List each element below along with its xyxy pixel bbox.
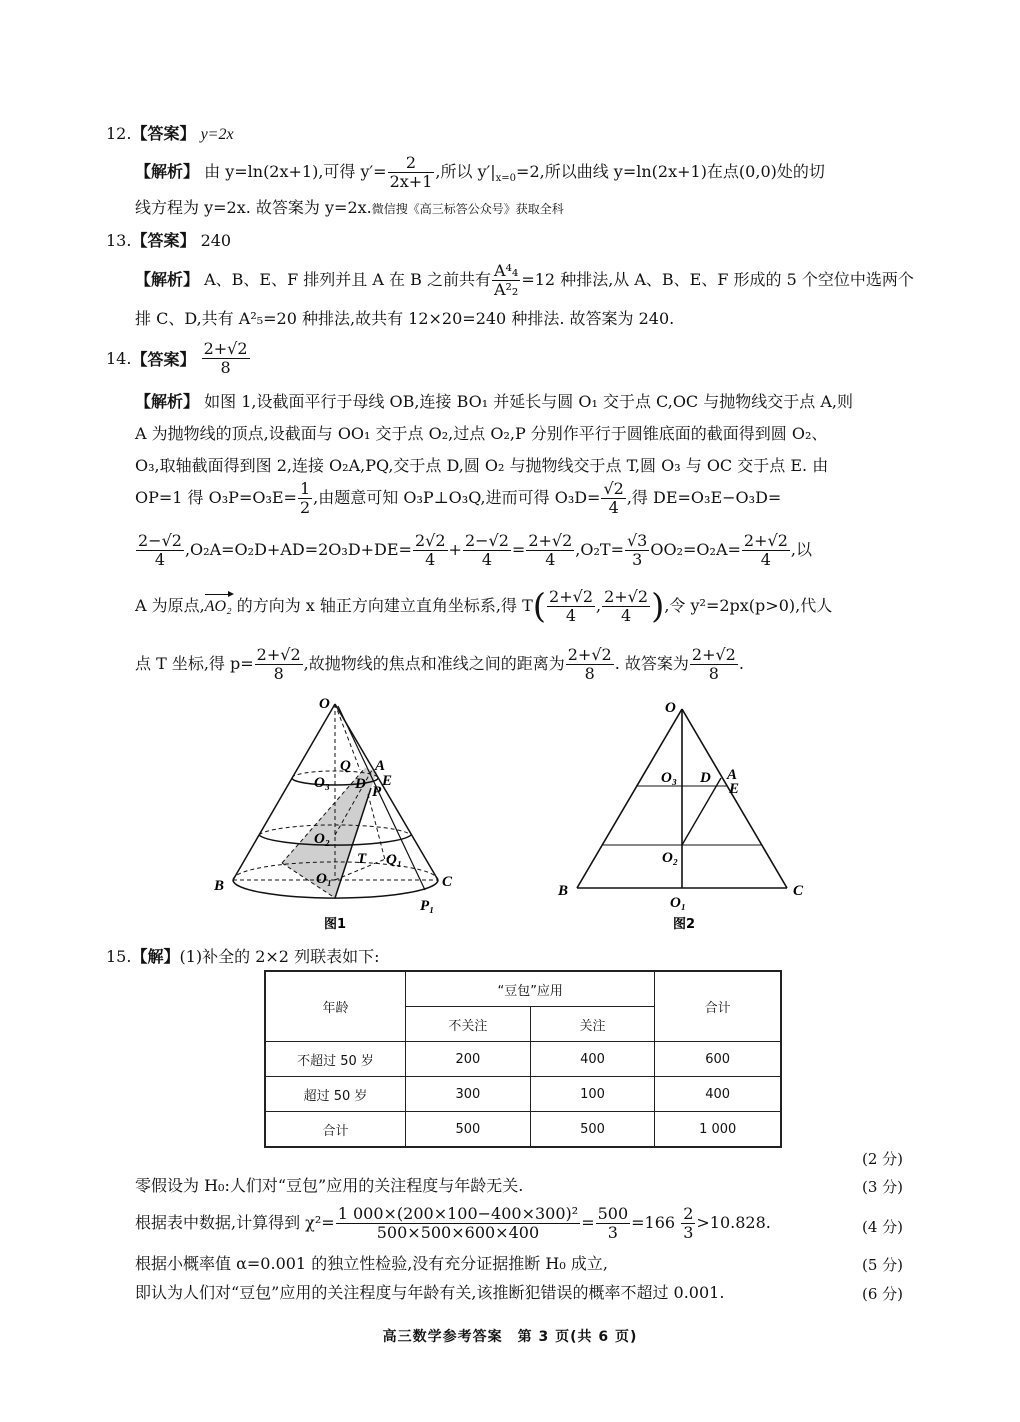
- fraction-denominator: 4: [602, 606, 650, 625]
- label-a: A: [375, 758, 386, 774]
- fraction-numerator: 2+√2: [567, 645, 612, 664]
- q13-analysis-line2: [135, 309, 674, 329]
- q14-answer-fraction: [202, 340, 250, 377]
- label-q: Q: [340, 758, 351, 774]
- watermark-text: 微信搜《高三标答公众号》获取全科: [371, 202, 564, 216]
- q15-text: >10.828.: [696, 1213, 771, 1232]
- score-3: (3 分): [862, 1178, 904, 1196]
- q14-text: =: [511, 540, 526, 559]
- contingency-table: [264, 970, 782, 1148]
- q12-derivative-fraction: [388, 154, 435, 191]
- q14-text: O₃,取轴截面得到图 2,连接 O₂A,PQ,交于点 D,圆 O₂ 与抛物线交于点 T,圆 O₃ 与 OC 交于点 E. 由: [135, 456, 829, 475]
- fraction-numerator: 2−√2: [464, 531, 509, 550]
- fraction-numerator: 2√2: [414, 531, 446, 550]
- fraction-denominator: 8: [566, 664, 614, 683]
- q15-intro: (1)补全的 2×2 列联表如下:: [179, 947, 380, 966]
- fraction-denominator: 3: [683, 1223, 694, 1242]
- label-c: C: [442, 874, 453, 890]
- label-b: B: [558, 883, 569, 899]
- fraction-numerator: 2−√2: [138, 531, 182, 550]
- fraction: [601, 480, 625, 517]
- cell: 200: [406, 1042, 531, 1077]
- fraction: [298, 480, 312, 517]
- label-e: E: [729, 781, 740, 797]
- cell: 500: [406, 1112, 531, 1148]
- q13-text: A、B、E、F 排列并且 A 在 B 之前共有: [204, 270, 491, 289]
- label-b: B: [214, 878, 225, 894]
- q13-text: =12 种排法,从 A、B、E、F 形成的 5 个空位中选两个: [521, 270, 914, 289]
- fraction: [566, 646, 614, 683]
- q12-text: 线方程为 y=2x. 故答案为 y=2x.: [135, 198, 372, 217]
- fraction-denominator: 4: [742, 550, 790, 569]
- q14-text: . 故答案为: [614, 654, 689, 673]
- q14-text: OP=1 得 O₃P=O₃E=: [135, 488, 297, 507]
- label-o1: O₁: [670, 895, 687, 911]
- fraction-denominator: 500×500×600×400: [336, 1223, 580, 1242]
- q13-analysis-tag: 【解析】: [135, 270, 200, 289]
- subheader-not-follow: 不关注: [406, 1007, 531, 1042]
- q15-conclusion: 即认为人们对“豆包”应用的关注程度与年龄有关,该推断犯错误的概率不超过 0.001.: [135, 1283, 725, 1302]
- q12-answer-tag: 【答案】: [131, 124, 196, 143]
- label-a: A: [727, 767, 738, 783]
- table-header-row: [265, 971, 781, 1007]
- row-label: 不超过 50 岁: [265, 1042, 406, 1077]
- fraction-numerator: 2+√2: [743, 531, 788, 550]
- left-paren: (: [532, 586, 547, 627]
- cell: 100: [530, 1077, 655, 1112]
- fraction-numerator: 2+√2: [203, 339, 248, 358]
- q14-text: ,以: [790, 540, 812, 559]
- score-4: (4 分): [862, 1218, 904, 1236]
- line-o2a: [682, 778, 721, 845]
- label-q1: Q₁: [386, 852, 403, 868]
- fraction-numerator: √3: [626, 531, 648, 550]
- q15-text: =: [581, 1213, 595, 1232]
- table-row: [265, 1077, 781, 1112]
- label-c: C: [793, 883, 804, 899]
- q14-analysis-line7: [135, 646, 744, 683]
- fraction-denominator: 8: [255, 664, 303, 683]
- fraction-numerator: 2+√2: [549, 587, 593, 606]
- q14-text: +: [448, 540, 462, 559]
- label-o: O: [665, 700, 676, 716]
- label-p1: P₁: [420, 898, 435, 914]
- fraction-denominator: 2x+1: [389, 172, 433, 191]
- q13-answer-line: [106, 228, 231, 251]
- table-row: [265, 1112, 781, 1148]
- cell: 400: [655, 1077, 781, 1112]
- q12-number: 12.: [106, 124, 132, 143]
- q14-text: ,O₂A=O₂D+AD=2O₃D+DE=: [184, 540, 412, 559]
- q14-analysis-line1: [135, 392, 853, 412]
- q14-text: OO₂=O₂A=: [650, 540, 741, 559]
- fraction-numerator: 500: [597, 1204, 629, 1223]
- q13-permutation-fraction: [492, 262, 520, 299]
- q13-analysis-line1: [135, 262, 914, 299]
- q13-number: 13.: [106, 231, 132, 250]
- q12-analysis-line1: [135, 154, 825, 191]
- page-footer: 高三数学参考答案 第 3 页(共 6 页): [382, 1329, 638, 1345]
- fraction: [526, 532, 574, 569]
- fraction: [690, 646, 738, 683]
- fraction: [255, 646, 303, 683]
- q12-answer: y=2x: [200, 126, 234, 143]
- label-d: D: [355, 776, 366, 792]
- fraction: [413, 532, 448, 569]
- cell: 500: [530, 1112, 655, 1148]
- fraction: [602, 588, 650, 625]
- label-p: P: [372, 784, 382, 800]
- q14-text: ,O₂T=: [575, 540, 624, 559]
- fraction-denominator: 4: [463, 550, 511, 569]
- label-o2: O₂: [314, 831, 331, 847]
- dashed-tq1: [368, 794, 385, 860]
- score-5: (5 分): [862, 1256, 904, 1274]
- fraction-denominator: 4: [601, 498, 625, 517]
- figure-1-caption: 图1: [324, 917, 347, 932]
- q14-text: ,: [596, 596, 602, 615]
- q14-analysis-tag: 【解析】: [135, 392, 200, 411]
- q14-analysis-line3: [135, 456, 828, 476]
- fraction-denominator: 2: [299, 498, 311, 517]
- header-age: 年龄: [265, 971, 406, 1042]
- figure-2-caption: 图2: [673, 917, 696, 932]
- fraction-denominator: 8: [690, 664, 738, 683]
- q14-text: .: [738, 654, 744, 673]
- q14-analysis-line2: [135, 424, 827, 444]
- label-o1: O₁: [316, 871, 333, 887]
- fraction-numerator: √2: [603, 479, 624, 498]
- q14-answer-tag: 【答案】: [131, 350, 196, 369]
- q14-text: ,令 y²=2px(p>0),代人: [664, 596, 833, 615]
- q14-number: 14.: [106, 349, 132, 368]
- side-oc: [682, 709, 787, 888]
- fraction-denominator: 3: [625, 550, 649, 569]
- q14-analysis-line4: [135, 480, 781, 517]
- vector-ao2: AO₂: [204, 598, 232, 615]
- fraction-denominator: 4: [547, 606, 595, 625]
- fraction: [681, 1205, 695, 1242]
- q14-text: 点 T 坐标,得 p=: [135, 654, 254, 673]
- header-app: “豆包”应用: [406, 971, 655, 1007]
- q15-text: 根据表中数据,计算得到 χ²=: [135, 1213, 335, 1232]
- figure-1-cone: [200, 690, 480, 940]
- fraction: [742, 532, 790, 569]
- fraction-numerator: 2+√2: [528, 531, 573, 550]
- q12-answer-line: [106, 121, 234, 144]
- fraction-numerator: 2+√2: [604, 587, 649, 606]
- q12-text: 由 y=ln(2x+1),可得 y′=: [204, 162, 387, 181]
- q15-number: 15.: [106, 947, 132, 966]
- fraction-denominator: 8: [202, 358, 250, 377]
- fraction-numerator: 1 000×(200×100−400×300)²: [337, 1204, 579, 1223]
- q13-text: 排 C、D,共有 A²₅=20 种排法,故共有 12×20=240 种排法. 故答案为 240.: [135, 309, 675, 328]
- fraction-denominator: A²₂: [493, 280, 519, 299]
- label-o3: O₃: [314, 775, 331, 791]
- fraction: [596, 1205, 631, 1242]
- q13-answer-tag: 【答案】: [131, 231, 196, 250]
- q14-analysis-line6: [135, 588, 832, 625]
- figure-2-axial-section: [540, 690, 820, 940]
- cell: 400: [530, 1042, 655, 1077]
- score-6: (6 分): [862, 1285, 904, 1303]
- q15-test-line: 根据小概率值 α=0.001 的独立性检验,没有充分证据推断 H₀ 成立,: [135, 1254, 608, 1273]
- q14-text: A 为抛物线的顶点,设截面与 OO₁ 交于点 O₂,过点 O₂,P 分别作平行于圆锥底面的截面得到圆 O₂、: [135, 424, 828, 443]
- q12-text: ,所以 y′|: [435, 162, 496, 181]
- fraction-denominator: 4: [413, 550, 448, 569]
- fraction-numerator: A⁴₄: [493, 261, 519, 280]
- fraction: [136, 532, 184, 569]
- q14-text: ,故抛物线的焦点和准线之间的距离为: [303, 654, 565, 673]
- q12-analysis-line2: [135, 198, 564, 219]
- cell: 300: [406, 1077, 531, 1112]
- cell: 600: [655, 1042, 781, 1077]
- fraction: [625, 532, 649, 569]
- fraction-numerator: 2: [683, 1204, 694, 1223]
- q12-analysis-tag: 【解析】: [135, 162, 200, 181]
- q14-text: A 为原点,: [135, 596, 205, 615]
- q15-chi-square-line: [135, 1205, 771, 1242]
- fraction-numerator: 2+√2: [256, 645, 301, 664]
- label-e: E: [382, 773, 393, 789]
- score-2: (2 分): [862, 1150, 904, 1168]
- label-o3: O₃: [661, 770, 678, 786]
- q15-text: =166: [631, 1213, 676, 1232]
- q12-subscript: x=0: [495, 173, 517, 185]
- row-label: 合计: [265, 1112, 406, 1148]
- q15-null-hypothesis: 零假设为 H₀:人们对“豆包”应用的关注程度与年龄无关.: [135, 1176, 524, 1195]
- q12-text: =2,所以曲线 y=ln(2x+1)在点(0,0)处的切: [516, 162, 825, 181]
- q14-text: 的方向为 x 轴正方向建立直角坐标系,得 T: [231, 596, 533, 615]
- subheader-follow: 关注: [530, 1007, 655, 1042]
- row-label: 超过 50 岁: [265, 1077, 406, 1112]
- q14-text: 如图 1,设截面平行于母线 OB,连接 BO₁ 并延长与圆 O₁ 交于点 C,OC 与抛物线交于点 A,则: [204, 392, 853, 411]
- q15-solution-tag: 【解】: [131, 947, 180, 966]
- q14-analysis-line5: [135, 532, 812, 569]
- header-total: 合计: [655, 971, 781, 1042]
- fraction-numerator: 2: [405, 153, 417, 172]
- fraction-denominator: 3: [596, 1223, 631, 1242]
- fraction: [547, 588, 595, 625]
- table-row: [265, 1042, 781, 1077]
- cell: 1 000: [655, 1112, 781, 1148]
- label-o: O: [319, 696, 330, 712]
- q14-text: ,得 DE=O₃E−O₃D=: [626, 488, 782, 507]
- label-t: T: [357, 851, 367, 867]
- q13-answer: 240: [200, 231, 232, 250]
- fraction: [463, 532, 511, 569]
- q14-answer-line: [106, 340, 251, 377]
- q15-intro-line: [106, 944, 379, 967]
- fraction-denominator: 4: [526, 550, 574, 569]
- right-paren: ): [651, 586, 665, 627]
- q14-text: ,由题意可知 O₃P⊥O₃Q,进而可得 O₃D=: [313, 488, 601, 507]
- chi-square-fraction: [336, 1205, 580, 1242]
- fraction-numerator: 2+√2: [691, 645, 736, 664]
- fraction-denominator: 4: [136, 550, 184, 569]
- label-o2: O₂: [662, 850, 679, 866]
- fraction-numerator: 1: [299, 479, 311, 498]
- label-d: D: [700, 770, 711, 786]
